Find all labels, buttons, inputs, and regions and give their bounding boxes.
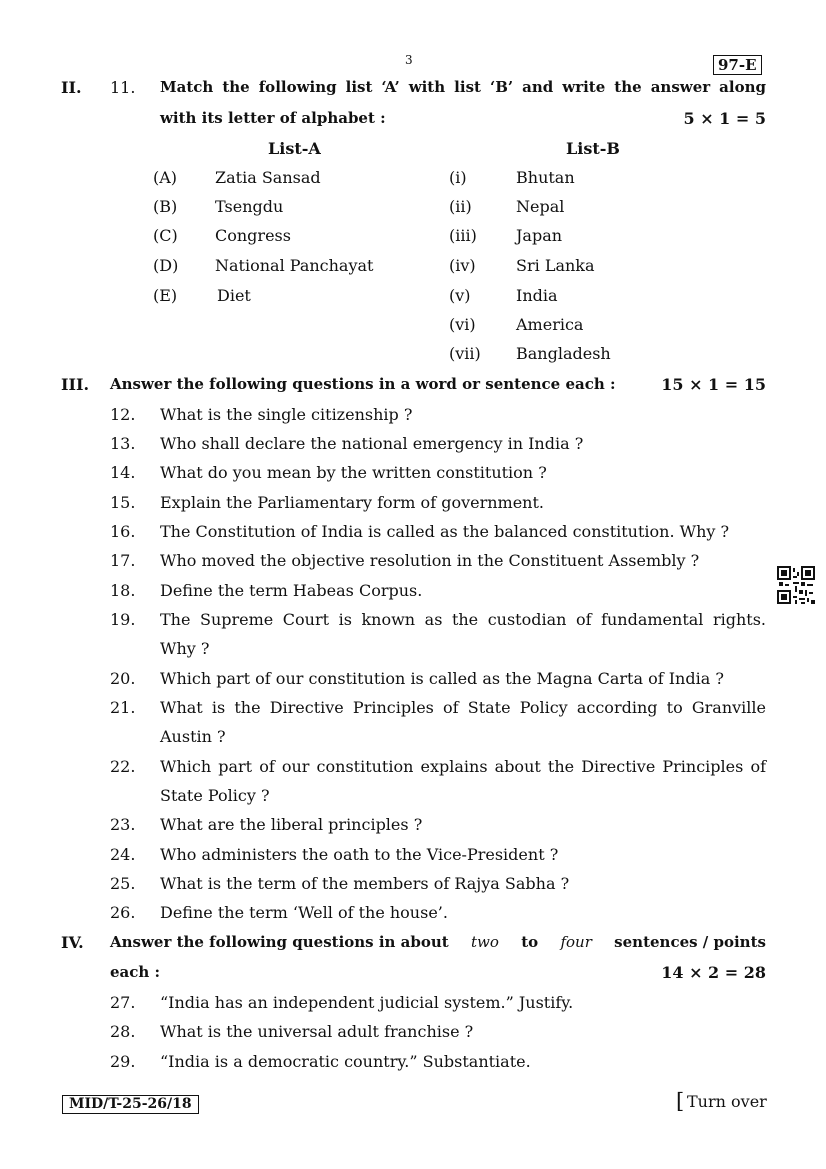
list-a-item: Tsengdu bbox=[215, 197, 284, 216]
list-b-item: Bhutan bbox=[516, 168, 575, 187]
question-number: 28. bbox=[110, 1022, 136, 1041]
list-a-item: Diet bbox=[217, 286, 251, 305]
page-number: 3 bbox=[405, 53, 413, 67]
question-number: 27. bbox=[110, 993, 136, 1012]
list-b-roman: (iii) bbox=[449, 226, 477, 245]
question-number: 29. bbox=[110, 1052, 136, 1071]
question-11-marks: 5 × 1 = 5 bbox=[683, 109, 766, 128]
question-11-instruction-line2: with its letter of alphabet : bbox=[160, 109, 386, 127]
question-text: The Constitution of India is called as the balanced constitution. Why ? bbox=[160, 522, 730, 541]
question-text: Define the term ‘Well of the house’. bbox=[160, 903, 448, 922]
question-text: What is the single citizenship ? bbox=[160, 405, 413, 424]
question-text-continued: Austin ? bbox=[160, 727, 226, 746]
list-a-letter: (D) bbox=[153, 256, 179, 275]
question-number: 14. bbox=[110, 463, 136, 482]
question-text: “India is a democratic country.” Substantiate. bbox=[160, 1052, 531, 1071]
question-number: 18. bbox=[110, 581, 136, 600]
question-number: 24. bbox=[110, 845, 136, 864]
question-number: 21. bbox=[110, 698, 136, 717]
turn-over-text: Turn over bbox=[687, 1092, 767, 1111]
question-text: Which part of our constitution is called as the Magna Carta of India ? bbox=[160, 669, 724, 688]
question-text: Which part of our constitution explains about the Directive Principles of bbox=[160, 757, 766, 776]
question-11-instruction-line1: Match the following list ‘A’ with list ‘B’ and write the answer along bbox=[160, 78, 766, 96]
question-text: Who moved the objective resolution in the Constituent Assembly ? bbox=[160, 551, 700, 570]
list-a-letter: (E) bbox=[153, 286, 178, 305]
list-b-title: List-B bbox=[566, 139, 620, 158]
list-b-roman: (v) bbox=[449, 286, 471, 305]
section-iv-marks: 14 × 2 = 28 bbox=[661, 963, 766, 982]
section-iv-instruction-line2: each : bbox=[110, 963, 161, 981]
question-number: 16. bbox=[110, 522, 136, 541]
list-b-roman: (vii) bbox=[449, 344, 481, 363]
list-b-roman: (vi) bbox=[449, 315, 476, 334]
question-text: What is the universal adult franchise ? bbox=[160, 1022, 474, 1041]
question-number: 13. bbox=[110, 434, 136, 453]
question-number: 17. bbox=[110, 551, 136, 570]
question-text: Explain the Parliamentary form of government. bbox=[160, 493, 544, 512]
list-a-letter: (A) bbox=[153, 168, 178, 187]
instruction-text-end: sentences / points bbox=[614, 933, 766, 951]
section-iv-instruction bbox=[110, 933, 766, 951]
list-a-item: Zatia Sansad bbox=[215, 168, 321, 187]
list-a-title: List-A bbox=[268, 139, 321, 158]
question-11-number: 11. bbox=[110, 78, 136, 97]
question-text-continued: State Policy ? bbox=[160, 786, 270, 805]
question-number: 20. bbox=[110, 669, 136, 688]
question-number: 26. bbox=[110, 903, 136, 922]
list-b-item: Bangladesh bbox=[516, 344, 611, 363]
list-b-item: India bbox=[516, 286, 558, 305]
qr-code-icon bbox=[777, 566, 815, 604]
paper-code-box: 97-E bbox=[713, 55, 762, 75]
list-b-roman: (ii) bbox=[449, 197, 472, 216]
list-b-roman: (i) bbox=[449, 168, 467, 187]
list-b-item: Nepal bbox=[516, 197, 565, 216]
question-text: What is the term of the members of Rajya Sabha ? bbox=[160, 874, 570, 893]
question-text-continued: Why ? bbox=[160, 639, 210, 658]
question-text: The Supreme Court is known as the custodian of fundamental rights. bbox=[160, 610, 766, 629]
turn-over-bracket: [ bbox=[676, 1089, 685, 1113]
question-text: Who administers the oath to the Vice-President ? bbox=[160, 845, 559, 864]
question-number: 23. bbox=[110, 815, 136, 834]
question-text: Who shall declare the national emergency in India ? bbox=[160, 434, 584, 453]
list-b-item: Sri Lanka bbox=[516, 256, 595, 275]
list-b-item: America bbox=[516, 315, 584, 334]
question-number: 25. bbox=[110, 874, 136, 893]
list-a-letter: (C) bbox=[153, 226, 178, 245]
question-text: What is the Directive Principles of State Policy according to Granville bbox=[160, 698, 766, 717]
instruction-text-to: to bbox=[521, 933, 539, 951]
section-iii-instruction: Answer the following questions in a word or sentence each : bbox=[110, 375, 616, 393]
list-b-roman: (iv) bbox=[449, 256, 476, 275]
list-a-letter: (B) bbox=[153, 197, 178, 216]
question-text: What do you mean by the written constitution ? bbox=[160, 463, 547, 482]
footer-code-box: MID/T-25-26/18 bbox=[62, 1095, 199, 1114]
list-b-item: Japan bbox=[516, 226, 563, 245]
section-iii-label: III. bbox=[61, 375, 90, 394]
section-iv-label: IV. bbox=[61, 933, 84, 952]
question-number: 22. bbox=[110, 757, 136, 776]
question-number: 19. bbox=[110, 610, 136, 629]
list-a-item: Congress bbox=[215, 226, 291, 245]
list-a-item: National Panchayat bbox=[215, 256, 374, 275]
question-text: Define the term Habeas Corpus. bbox=[160, 581, 423, 600]
instruction-italic-two: two bbox=[471, 933, 499, 951]
question-text: What are the liberal principles ? bbox=[160, 815, 423, 834]
section-ii-label: II. bbox=[61, 78, 82, 97]
instruction-text: Answer the following questions in about bbox=[110, 933, 449, 951]
question-number: 15. bbox=[110, 493, 136, 512]
instruction-italic-four: four bbox=[560, 933, 592, 951]
section-iii-marks: 15 × 1 = 15 bbox=[661, 375, 766, 394]
question-text: “India has an independent judicial system.” Justify. bbox=[160, 993, 574, 1012]
question-number: 12. bbox=[110, 405, 136, 424]
